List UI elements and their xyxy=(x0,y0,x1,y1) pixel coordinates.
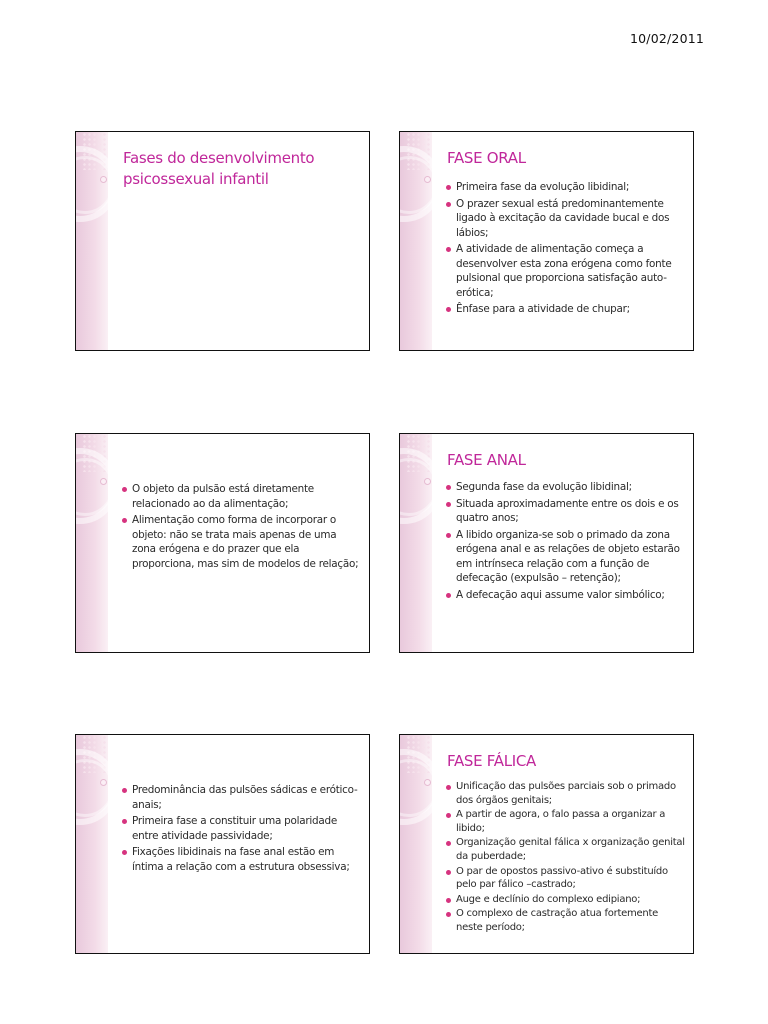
circle-icon xyxy=(100,779,107,786)
list-item: A partir de agora, o falo passa a organizar a libido; xyxy=(446,808,685,835)
slide-2 xyxy=(399,131,694,351)
slide-3 xyxy=(75,433,370,653)
list-item: A defecação aqui assume valor simbólico; xyxy=(446,588,685,603)
bullet-list xyxy=(446,780,685,936)
slide-title: FASE ORAL xyxy=(447,149,526,167)
slide-decoration xyxy=(76,434,108,652)
list-item: Ênfase para a atividade de chupar; xyxy=(446,302,685,317)
list-item: Alimentação como forma de incorporar o objeto: não se trata mais apenas de uma zona erógena e do prazer que ela proporciona, mas sim de modelos de relação; xyxy=(122,513,361,571)
list-item: Segunda fase da evolução libidinal; xyxy=(446,480,685,495)
list-item: Primeira fase da evolução libidinal; xyxy=(446,180,685,195)
list-item: Predominância das pulsões sádicas e erótico-anais; xyxy=(122,783,361,812)
circle-icon xyxy=(424,779,431,786)
list-item: A atividade de alimentação começa a desenvolver esta zona erógena como fonte pulsional que proporciona satisfação auto-erótica; xyxy=(446,242,685,300)
list-item: A libido organiza-se sob o primado da zona erógena anal e as relações de objeto estarão em intrínseca relação com a função de defecação (expulsão – retenção); xyxy=(446,528,685,586)
circle-icon xyxy=(100,176,107,183)
list-item: Primeira fase a constituir uma polaridade entre atividade passividade; xyxy=(122,814,361,843)
circle-icon xyxy=(100,478,107,485)
list-item: O par de opostos passivo-ativo é substituído pelo par fálico –castrado; xyxy=(446,865,685,892)
bullet-list xyxy=(122,783,361,876)
slide-1 xyxy=(75,131,370,351)
slide-title: Fases do desenvolvimento psicossexual infantil xyxy=(123,149,315,188)
page-date: 10/02/2011 xyxy=(630,31,705,46)
slide-decoration xyxy=(400,434,432,652)
slide-title: FASE ANAL xyxy=(447,451,526,469)
slide-title: FASE FÁLICA xyxy=(447,752,537,770)
list-item: Auge e declínio do complexo edipiano; xyxy=(446,893,685,907)
list-item: O complexo de castração atua fortemente neste período; xyxy=(446,907,685,934)
slide-4 xyxy=(399,433,694,653)
slide-decoration xyxy=(400,132,432,350)
list-item: Unificação das pulsões parciais sob o primado dos órgãos genitais; xyxy=(446,780,685,807)
list-item: Situada aproximadamente entre os dois e os quatro anos; xyxy=(446,497,685,526)
slide-decoration xyxy=(76,735,108,953)
list-item: Fixações libidinais na fase anal estão em íntima a relação com a estrutura obsessiva; xyxy=(122,845,361,874)
bullet-list xyxy=(446,180,685,319)
slide-6 xyxy=(399,734,694,954)
list-item: Organização genital fálica x organização genital da puberdade; xyxy=(446,836,685,863)
list-item: O prazer sexual está predominantemente ligado à excitação da cavidade bucal e dos lábios; xyxy=(446,197,685,241)
bullet-list xyxy=(446,480,685,604)
slide-decoration xyxy=(400,735,432,953)
circle-icon xyxy=(424,176,431,183)
list-item: O objeto da pulsão está diretamente relacionado ao da alimentação; xyxy=(122,482,361,511)
circle-icon xyxy=(424,478,431,485)
slide-decoration xyxy=(76,132,108,350)
bullet-list xyxy=(122,482,361,573)
slide-5 xyxy=(75,734,370,954)
